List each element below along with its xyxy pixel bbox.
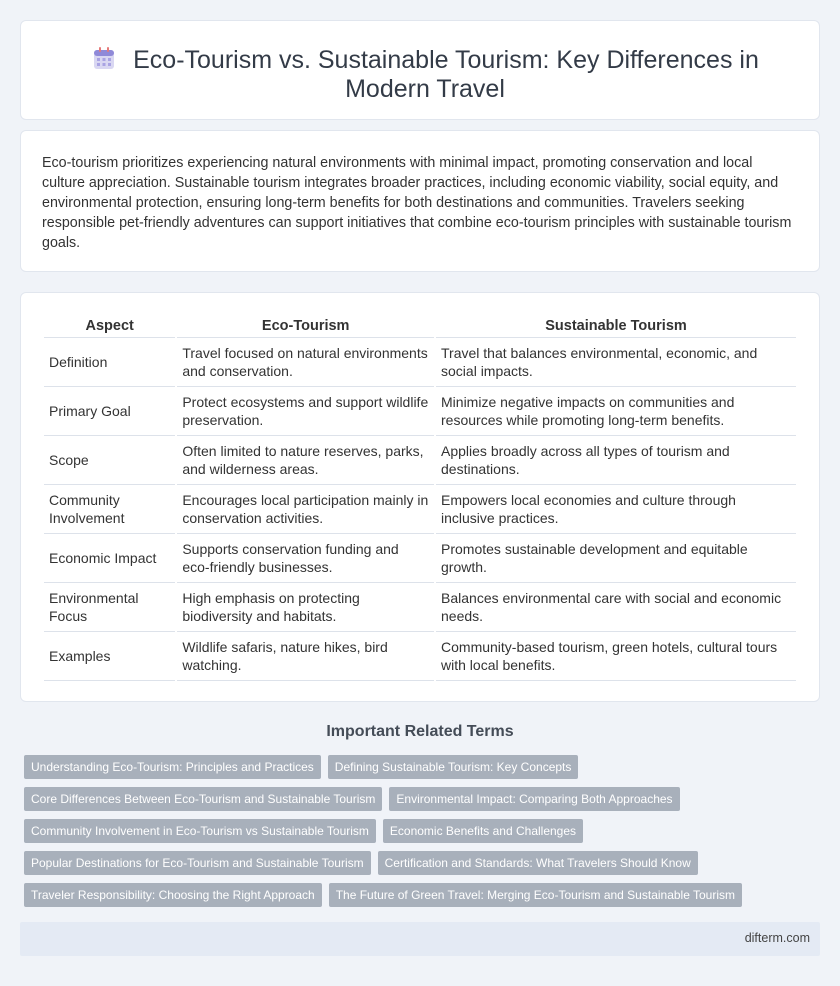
comparison-table-card bbox=[20, 292, 820, 702]
calendar-icon bbox=[91, 45, 117, 71]
row-aspect: Economic Impact bbox=[44, 534, 175, 583]
row-aspect: Definition bbox=[44, 338, 175, 387]
related-terms-list bbox=[24, 755, 784, 915]
table-row bbox=[44, 485, 796, 534]
row-eco-tourism: Travel focused on natural environments and conservation. bbox=[177, 338, 434, 387]
table-row bbox=[44, 632, 796, 681]
table-row bbox=[44, 338, 796, 387]
tag-row bbox=[24, 883, 784, 907]
related-term-link[interactable]: The Future of Green Travel: Merging Eco-Tourism and Sustainable Tourism bbox=[329, 883, 742, 907]
page-title-text: Eco-Tourism vs. Sustainable Tourism: Key Differences in Modern Travel bbox=[133, 46, 759, 103]
related-term-link[interactable]: Understanding Eco-Tourism: Principles and Practices bbox=[24, 755, 321, 779]
row-sustainable-tourism: Promotes sustainable development and equitable growth. bbox=[436, 534, 796, 583]
row-eco-tourism: Encourages local participation mainly in conservation activities. bbox=[177, 485, 434, 534]
related-term-link[interactable]: Economic Benefits and Challenges bbox=[383, 819, 583, 843]
header-card bbox=[20, 20, 820, 120]
intro-card bbox=[20, 130, 820, 272]
related-term-link[interactable]: Environmental Impact: Comparing Both Approaches bbox=[389, 787, 679, 811]
row-eco-tourism: Often limited to nature reserves, parks, and wilderness areas. bbox=[177, 436, 434, 485]
table-header-row bbox=[44, 313, 796, 338]
related-term-link[interactable]: Certification and Standards: What Travelers Should Know bbox=[378, 851, 698, 875]
related-term-link[interactable]: Community Involvement in Eco-Tourism vs Sustainable Tourism bbox=[24, 819, 376, 843]
row-eco-tourism: Protect ecosystems and support wildlife preservation. bbox=[177, 387, 434, 436]
footer-site-name[interactable]: difterm.com bbox=[744, 931, 810, 945]
row-sustainable-tourism: Empowers local economies and culture through inclusive practices. bbox=[436, 485, 796, 534]
tag-row bbox=[24, 787, 784, 811]
table-row bbox=[44, 583, 796, 632]
row-sustainable-tourism: Travel that balances environmental, economic, and social impacts. bbox=[436, 338, 796, 387]
related-term-link[interactable]: Popular Destinations for Eco-Tourism and Sustainable Tourism bbox=[24, 851, 371, 875]
related-terms-title: Important Related Terms bbox=[326, 723, 514, 740]
row-eco-tourism: Wildlife safaris, nature hikes, bird watching. bbox=[177, 632, 434, 681]
tag-row bbox=[24, 851, 784, 875]
related-term-link[interactable]: Defining Sustainable Tourism: Key Concepts bbox=[328, 755, 579, 779]
row-eco-tourism: High emphasis on protecting biodiversity and habitats. bbox=[177, 583, 434, 632]
row-sustainable-tourism: Applies broadly across all types of tourism and destinations. bbox=[436, 436, 796, 485]
title-wrap bbox=[61, 45, 789, 104]
row-aspect: Examples bbox=[44, 632, 175, 681]
row-sustainable-tourism: Balances environmental care with social and economic needs. bbox=[436, 583, 796, 632]
row-sustainable-tourism: Community-based tourism, green hotels, cultural tours with local benefits. bbox=[436, 632, 796, 681]
intro-paragraph: Eco-tourism prioritizes experiencing natural environments with minimal impact, promoting conservation and local culture appreciation. Sustainable tourism integrates broader practices, including economic viability, social equity, and environmental protection, ensuring long-term benefits for both destinations and communities. Travelers seeking responsible pet-friendly adventures can support initiatives that combine eco-tourism principles with sustainable tourism goals. bbox=[42, 155, 792, 251]
row-aspect: Environmental Focus bbox=[44, 583, 175, 632]
page-title bbox=[61, 45, 789, 104]
table-row bbox=[44, 436, 796, 485]
footer bbox=[20, 922, 820, 956]
header-aspect: Aspect bbox=[44, 313, 175, 338]
tag-row bbox=[24, 819, 784, 843]
row-aspect: Community Involvement bbox=[44, 485, 175, 534]
row-aspect: Primary Goal bbox=[44, 387, 175, 436]
table-row bbox=[44, 387, 796, 436]
row-aspect: Scope bbox=[44, 436, 175, 485]
tag-row bbox=[24, 755, 784, 779]
header-eco-tourism: Eco-Tourism bbox=[177, 313, 434, 338]
comparison-table bbox=[42, 313, 798, 681]
row-sustainable-tourism: Minimize negative impacts on communities and resources while promoting long-term benefits. bbox=[436, 387, 796, 436]
related-term-link[interactable]: Core Differences Between Eco-Tourism and Sustainable Tourism bbox=[24, 787, 382, 811]
header-sustainable-tourism: Sustainable Tourism bbox=[436, 313, 796, 338]
row-eco-tourism: Supports conservation funding and eco-friendly businesses. bbox=[177, 534, 434, 583]
related-term-link[interactable]: Traveler Responsibility: Choosing the Right Approach bbox=[24, 883, 322, 907]
table-row bbox=[44, 534, 796, 583]
